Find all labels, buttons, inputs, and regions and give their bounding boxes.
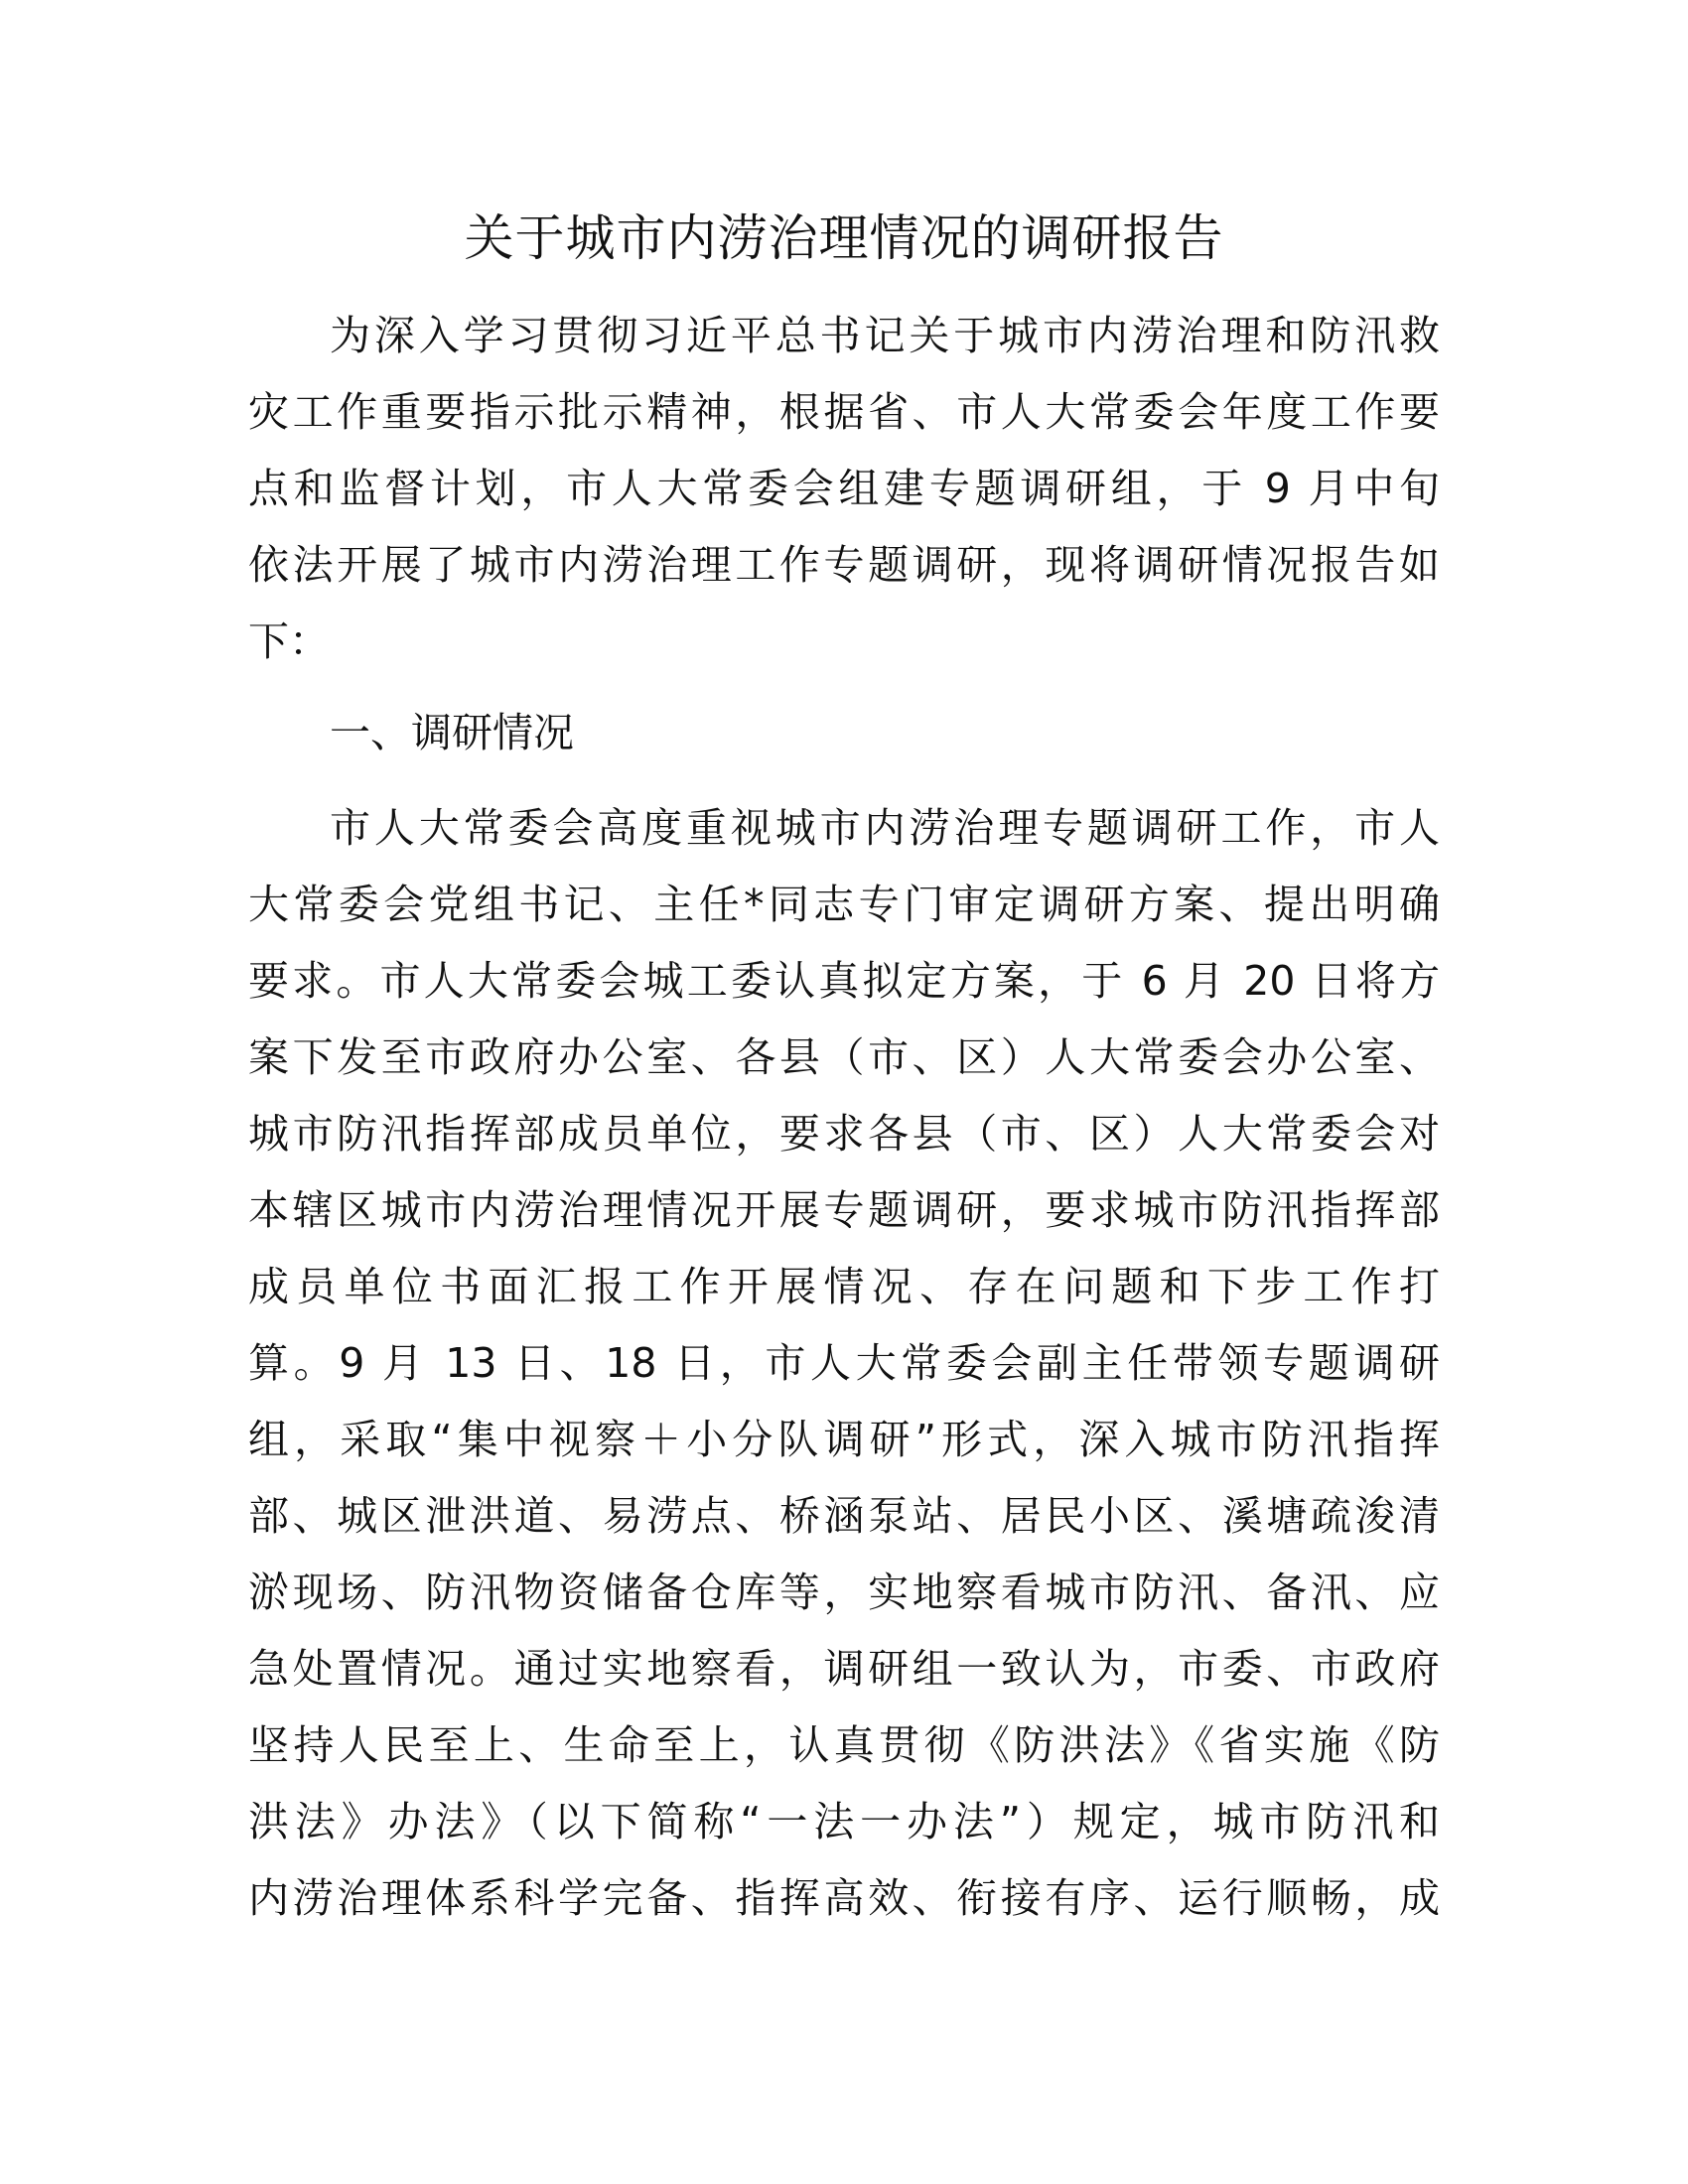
paragraph-line: 成员单位书面汇报工作开展情况、存在问题和下步工作打 (248, 1263, 1440, 1310)
paragraph-line: 本辖区城市内涝治理情况开展专题调研，要求城市防汛指挥部 (248, 1186, 1440, 1234)
paragraph-line: 坚持人民至上、生命至上，认真贯彻《防洪法》《省实施《防 (248, 1721, 1440, 1769)
paragraph-line: 依法开展了城市内涝治理工作专题调研，现将调研情况报告如 (248, 541, 1440, 589)
paragraph-line: 要求。市人大常委会城工委认真拟定方案，于 6 月 20 日将方 (248, 957, 1440, 1005)
section-heading: 一、调研情况 (330, 709, 574, 756)
paragraph-line: 组，采取“集中视察＋小分队调研”形式，深入城市防汛指挥 (248, 1416, 1440, 1463)
paragraph-line: 淤现场、防汛物资储备仓库等，实地察看城市防汛、备汛、应 (248, 1569, 1440, 1616)
paragraph-line: 为深入学习贯彻习近平总书记关于城市内涝治理和防汛救 (330, 312, 1440, 359)
paragraph-line: 城市防汛指挥部成员单位，要求各县（市、区）人大常委会对 (248, 1110, 1440, 1158)
paragraph-line: 急处置情况。通过实地察看，调研组一致认为，市委、市政府 (248, 1645, 1440, 1693)
paragraph-line: 市人大常委会高度重视城市内涝治理专题调研工作，市人 (330, 804, 1440, 852)
paragraph-line: 案下发至市政府办公室、各县（市、区）人大常委会办公室、 (248, 1033, 1440, 1081)
paragraph-line: 大常委会党组书记、主任*同志专门审定调研方案、提出明确 (248, 881, 1440, 928)
paragraph-line: 算。9 月 13 日、18 日，市人大常委会副主任带领专题调研 (248, 1339, 1440, 1387)
paragraph-line: 洪法》办法》（以下简称“一法一办法”）规定，城市防汛和 (248, 1798, 1440, 1845)
paragraph-line: 内涝治理体系科学完备、指挥高效、衔接有序、运行顺畅，成 (248, 1874, 1440, 1922)
paragraph-line: 灾工作重要指示批示精神，根据省、市人大常委会年度工作要 (248, 388, 1440, 436)
document-title: 关于城市内涝治理情况的调研报告 (464, 209, 1224, 267)
paragraph-line: 部、城区泄洪道、易涝点、桥涵泵站、居民小区、溪塘疏浚清 (248, 1492, 1440, 1540)
paragraph-line: 点和监督计划，市人大常委会组建专题调研组，于 9 月中旬 (248, 465, 1440, 512)
paragraph-line: 下： (248, 617, 330, 665)
